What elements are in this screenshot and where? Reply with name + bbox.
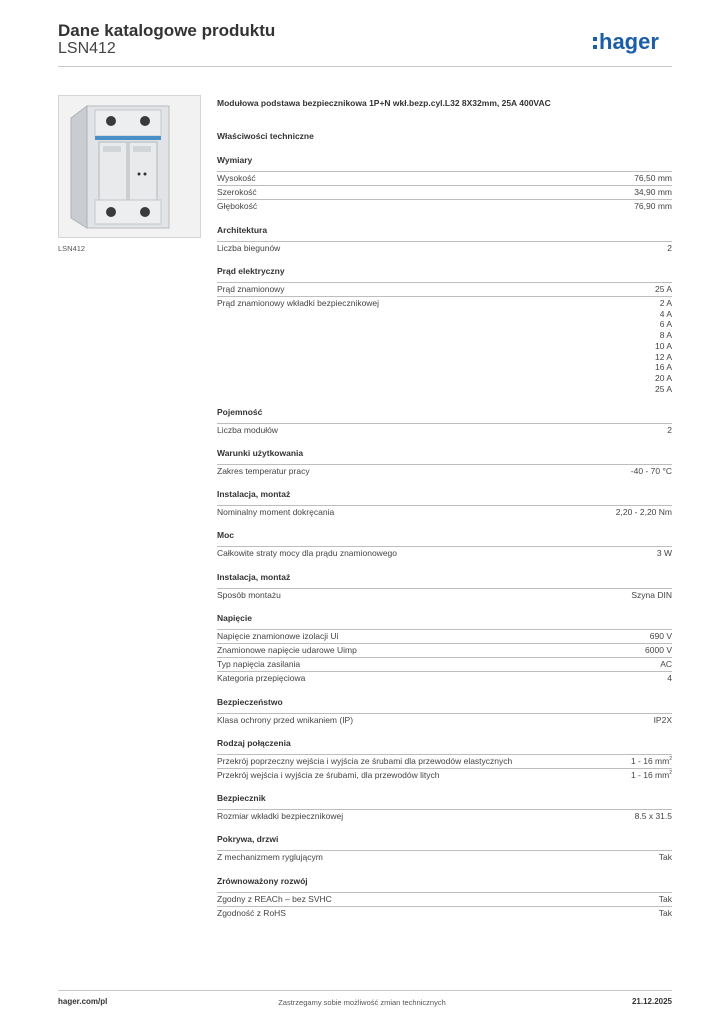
spec-value [654,715,672,725]
spec-value-item: 6000 V [645,645,672,655]
spec-label: Całkowite straty mocy dla prądu znamionowego [217,548,398,559]
spec-value-item: 3 W [656,548,672,559]
spec-value-item: 16 A [654,362,672,373]
spec-row [217,296,672,396]
spec-value-item: 2,20 - 2,20 Nm [615,507,672,518]
spec-value-item: -40 - 70 °C [630,466,672,476]
spec-value [659,852,672,862]
spec-label: Nominalny moment dokręcania [217,507,335,518]
spec-row [217,657,672,671]
spec-row [217,282,672,296]
spec-value [634,201,672,211]
spec-value [659,908,672,918]
spec-value-item: 2 [667,242,672,253]
spec-row [217,809,672,823]
spec-label: Prąd znamionowy [217,283,285,294]
spec-value-item: AC [660,659,672,670]
spec-label: Zgodność z RoHS [217,907,286,918]
spec-value-item: 2 [667,424,672,435]
spec-label: Zakres temperatur pracy [217,466,310,476]
section-title: Bezpiecznik [217,793,266,804]
section-title: Bezpieczeństwo [217,696,283,707]
spec-row [217,906,672,920]
spec-value-item: 12 A [654,351,672,362]
section-title: Moc [217,530,234,541]
header-divider [58,66,672,67]
footer-disclaimer: Zastrzegamy sobie możliwość zmian technicznych [278,998,446,1007]
spec-label: Z mechanizmem ryglującym [217,852,323,863]
spec-row [217,768,672,782]
spec-value-item: 20 A [654,372,672,383]
spec-label: Prąd znamionowy wkładki bezpiecznikowej [217,298,380,308]
spec-value [667,243,672,253]
spec-value [667,425,672,435]
spec-value [650,631,672,641]
spec-value [660,659,672,669]
spec-label: Kategoria przepięciowa [217,673,306,684]
spec-row [217,629,672,643]
spec-label: Rozmiar wkładki bezpiecznikowej [217,811,344,822]
section-title: Architektura [217,224,268,235]
spec-row [217,171,672,185]
spec-row [217,423,672,437]
spec-value-item: Tak [658,852,672,863]
spec-value [631,756,672,766]
tech-properties-heading: Właściwości techniczne [217,131,314,141]
product-code: LSN412 [58,40,116,57]
section-title: Pojemność [217,406,263,417]
spec-row [217,643,672,657]
section-title: Warunki użytkowania [217,448,304,458]
spec-value-item: 8.5 x 31.5 [634,811,672,822]
spec-row [217,199,672,213]
spec-value-item: Tak [658,907,672,918]
logo-text: hager [599,29,659,54]
spec-value-item: 76,90 mm [634,201,672,212]
spec-label: Zgodny z REACh – bez SVHC [217,893,332,904]
section-title: Wymiary [217,155,253,165]
spec-value [667,673,672,683]
spec-label: Wysokość [217,173,256,183]
section-title: Pokrywa, drzwi [217,834,279,845]
spec-value [634,187,672,197]
spec-label: Typ napięcia zasilania [217,659,301,670]
footer-divider [58,990,672,991]
spec-value-item: 34,90 mm [634,187,672,198]
unit-superscript: 2 [669,770,672,776]
spec-value-item: 76,50 mm [634,173,672,183]
spec-row [217,185,672,199]
spec-value [659,894,672,904]
spec-value [635,811,672,821]
footer-website[interactable]: hager.com/pl [58,997,108,1006]
spec-row [217,892,672,906]
spec-value-item: 8 A [659,330,672,341]
spec-value-item: IP2X [653,714,672,725]
footer-date: 21.12.2025 [631,997,672,1006]
page-title: Dane katalogowe produktu [58,21,276,40]
section-title: Rodzaj połączenia [217,737,291,748]
spec-row [217,505,672,519]
spec-value-item: 4 A [659,308,672,319]
spec-value [655,284,672,294]
spec-value-item: 6 A [659,319,672,330]
section-title: Instalacja, montaż [217,489,291,500]
spec-value [634,173,672,183]
spec-row [217,588,672,602]
spec-value-item: Tak [658,893,672,904]
section-title: Zrównoważony rozwój [217,875,308,886]
spec-value-item: 1 - 16 mm [630,755,670,766]
section-title: Prąd elektryczny [217,265,285,276]
spec-label: Liczba biegunów [217,242,281,253]
section-title: Instalacja, montaż [217,571,291,582]
spec-label: Przekrój wejścia i wyjścia ze śrubami, dla przewodów litych [217,770,440,780]
spec-value [631,770,672,780]
spec-row [217,546,672,560]
spec-value-item: Szyna DIN [631,589,672,600]
spec-value [631,466,672,476]
spec-row [217,671,672,685]
spec-label: Sposób montażu [217,589,281,600]
unit-superscript: 2 [669,755,672,762]
spec-value [631,590,672,600]
spec-value-item: 2 A [659,298,672,308]
spec-value-item: 25 A [654,283,672,294]
section-title: Napięcie [217,612,252,623]
spec-row [217,713,672,727]
spec-value [645,645,672,655]
spec-label: Znamionowe napięcie udarowe Uimp [217,645,357,655]
spec-label: Głębokość [217,201,258,212]
spec-row [217,464,672,478]
image-caption: LSN412 [58,244,86,253]
spec-value-item: 4 [667,673,672,684]
spec-value-item: 25 A [654,383,672,394]
spec-label: Liczba modułów [217,424,278,435]
product-description: Modułowa podstawa bezpiecznikowa 1P+N wkł.bezp.cyl.L32 8X32mm, 25A 400VAC [217,98,551,108]
spec-value-item: 10 A [654,340,672,351]
spec-value [657,548,672,558]
spec-value-item: 1 - 16 mm [630,770,670,780]
spec-label: Klasa ochrony przed wnikaniem (IP) [217,714,354,725]
spec-label: Szerokość [217,187,257,198]
hager-logo [593,26,673,58]
spec-row [217,850,672,864]
spec-value [616,507,672,517]
spec-value [655,298,672,394]
spec-label: Przekrój poprzeczny wejścia i wyjścia ze śrubami dla przewodów elastycznych [217,755,513,766]
spec-label: Napięcie znamionowe izolacji Ui [217,630,339,641]
spec-value-item: 690 V [649,630,672,641]
product-image [58,95,201,238]
spec-row [217,754,672,768]
spec-row [217,241,672,255]
